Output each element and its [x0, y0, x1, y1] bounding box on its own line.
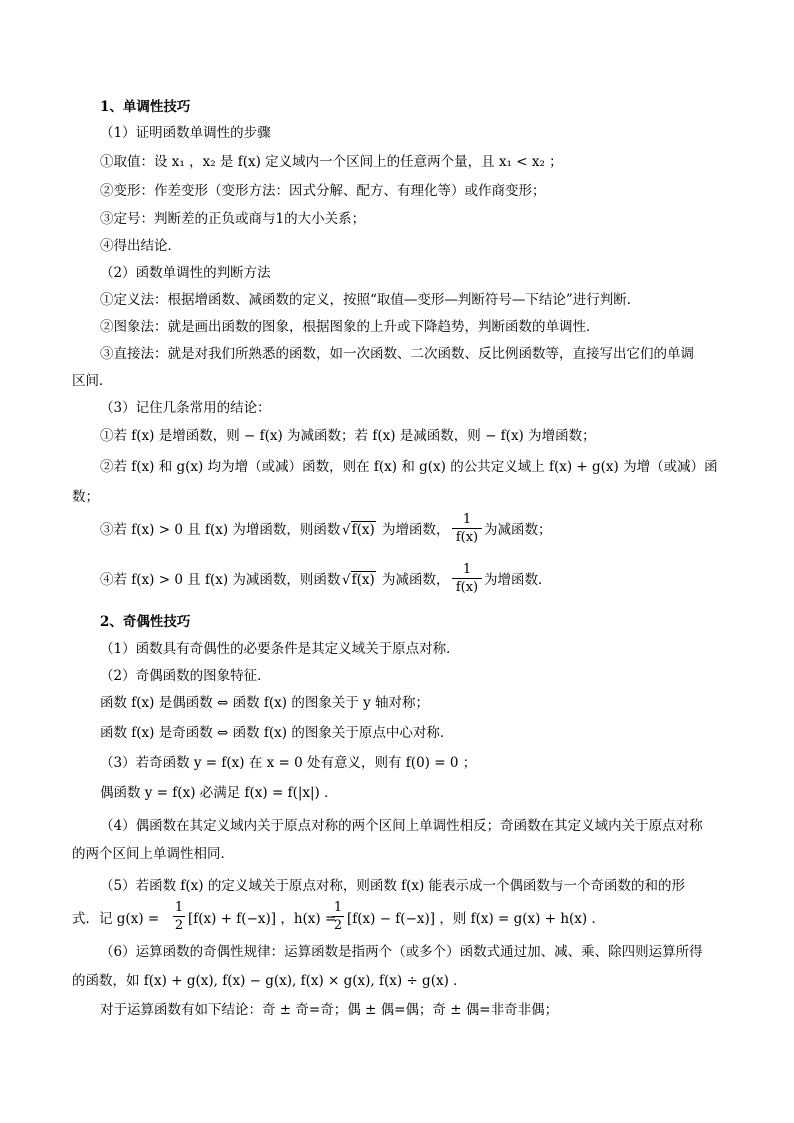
section2-item-4: （4）偶函数在其定义域内关于原点对称的两个区间上单调性相反；奇函数在其定义域内关于原点对称 [100, 818, 703, 834]
section2-item-5: （5）若函数 f(x) 的定义域关于原点对称，则函数 f(x) 能表示成一个偶函数与一个奇函数的和的形 [100, 878, 686, 894]
section1-method-2: ②图象法：就是画出函数的图象，根据图象的上升或下降趋势，判断函数的单调性． [100, 319, 600, 335]
section1-conclusion-1: ①若 f(x) 是增函数，则 − f(x) 为减函数；若 f(x) 是减函数，则 − f(x) 为增函数； [100, 428, 596, 444]
section1-step-4: ④得出结论． [100, 238, 181, 254]
section2-item-1: （1）函数具有奇偶性的必要条件是其定义域关于原点对称． [100, 641, 460, 657]
section1-step-1: ①取值：设 x₁ ，x₂ 是 f(x) 定义域内一个区间上的任意两个量，且 x₁ < x₂ ； [100, 154, 563, 170]
section1-method-3-cont: 区间． [72, 373, 113, 389]
section1-conclusion-2: ②若 f(x) 和 g(x) 均为增（或减）函数，则在 f(x) 和 g(x) 的公共定义域上 f(x) + g(x) 为增（或减）函 [100, 459, 718, 475]
section2-item-6: （6）运算函数的奇偶性规律：运算函数是指两个（或多个）函数式通过加、减、乘、除四则运算所得 [100, 944, 703, 960]
section2-item-5-a: 式．记 g(x) = [72, 911, 160, 927]
section1-step-3: ③定号：判断差的正负或商与1的大小关系； [100, 211, 366, 227]
section1-conclusion-2-cont: 数； [72, 489, 99, 505]
section1-conclusion-4-c: 为增函数． [484, 572, 552, 588]
section2-even-graph: 函数 f(x) 是偶函数 ⇔ 函数 f(x) 的图象关于 y 轴对称； [100, 695, 430, 711]
section1-step-2: ②变形：作差变形（变形方法：因式分解、配方、有理化等）或作商变形； [100, 183, 546, 199]
section2-item-6-cont: 的函数，如 f(x) + g(x), f(x) − g(x), f(x) × g(x), f(x) ÷ g(x) ． [72, 973, 467, 989]
section1-conclusion-4-b: 为减函数， [382, 572, 450, 588]
section1-method-3: ③直接法：就是对我们所熟悉的函数，如一次函数、二次函数、反比例函数等，直接写出它们的单调 [100, 346, 694, 362]
section1-item-3: （3）记住几条常用的结论： [100, 400, 271, 416]
section2-item-2: （2）奇偶函数的图象特征． [100, 668, 271, 684]
half-fraction: 1 2 [174, 900, 184, 933]
section2-item-4-cont: 的两个区间上单调性相同． [72, 846, 234, 862]
reciprocal-fraction: 1 f(x) [452, 562, 482, 595]
section2-odd-graph: 函数 f(x) 是奇函数 ⇔ 函数 f(x) 的图象关于原点中心对称． [100, 725, 454, 741]
section1-conclusion-3-c: 为减函数； [484, 522, 552, 538]
section2-heading: 2、奇偶性技巧 [100, 614, 191, 630]
half-fraction: 1 2 [333, 900, 343, 933]
section1-method-1: ①定义法：根据增函数、减函数的定义，按照“取值—变形—判断符号—下结论”进行判断． [100, 292, 641, 308]
section2-rules: 对于运算函数有如下结论：奇 ± 奇=奇；偶 ± 偶=偶；奇 ± 偶=非奇非偶； [100, 1002, 559, 1018]
section1-conclusion-3-b: 为增函数， [382, 522, 450, 538]
section2-item-5-b: [f(x) + f(−x)] ，h(x) = [188, 911, 337, 927]
section1-conclusion-4-a: ④若 f(x) > 0 且 f(x) 为减函数，则函数 [100, 572, 341, 588]
section1-conclusion-3-a: ③若 f(x) > 0 且 f(x) 为增函数，则函数 [100, 522, 341, 538]
reciprocal-fraction: 1 f(x) [452, 512, 482, 545]
section2-item-5-c: [f(x) − f(−x)] ，则 f(x) = g(x) + h(x) ． [347, 911, 605, 927]
section1-item-2: （2）函数单调性的判断方法 [100, 265, 271, 281]
section2-item-3-even: 偶函数 y = f(x) 必满足 f(x) = f(|x|) ． [100, 785, 338, 801]
section2-item-3: （3）若奇函数 y = f(x) 在 x = 0 处有意义，则有 f(0) = 0 ； [100, 755, 477, 771]
section1-heading: 1、单调性技巧 [100, 99, 191, 115]
sqrt-expression: √f(x) [342, 572, 375, 588]
section1-item-1: （1）证明函数单调性的步骤 [100, 125, 271, 141]
sqrt-expression: √f(x) [342, 522, 375, 538]
